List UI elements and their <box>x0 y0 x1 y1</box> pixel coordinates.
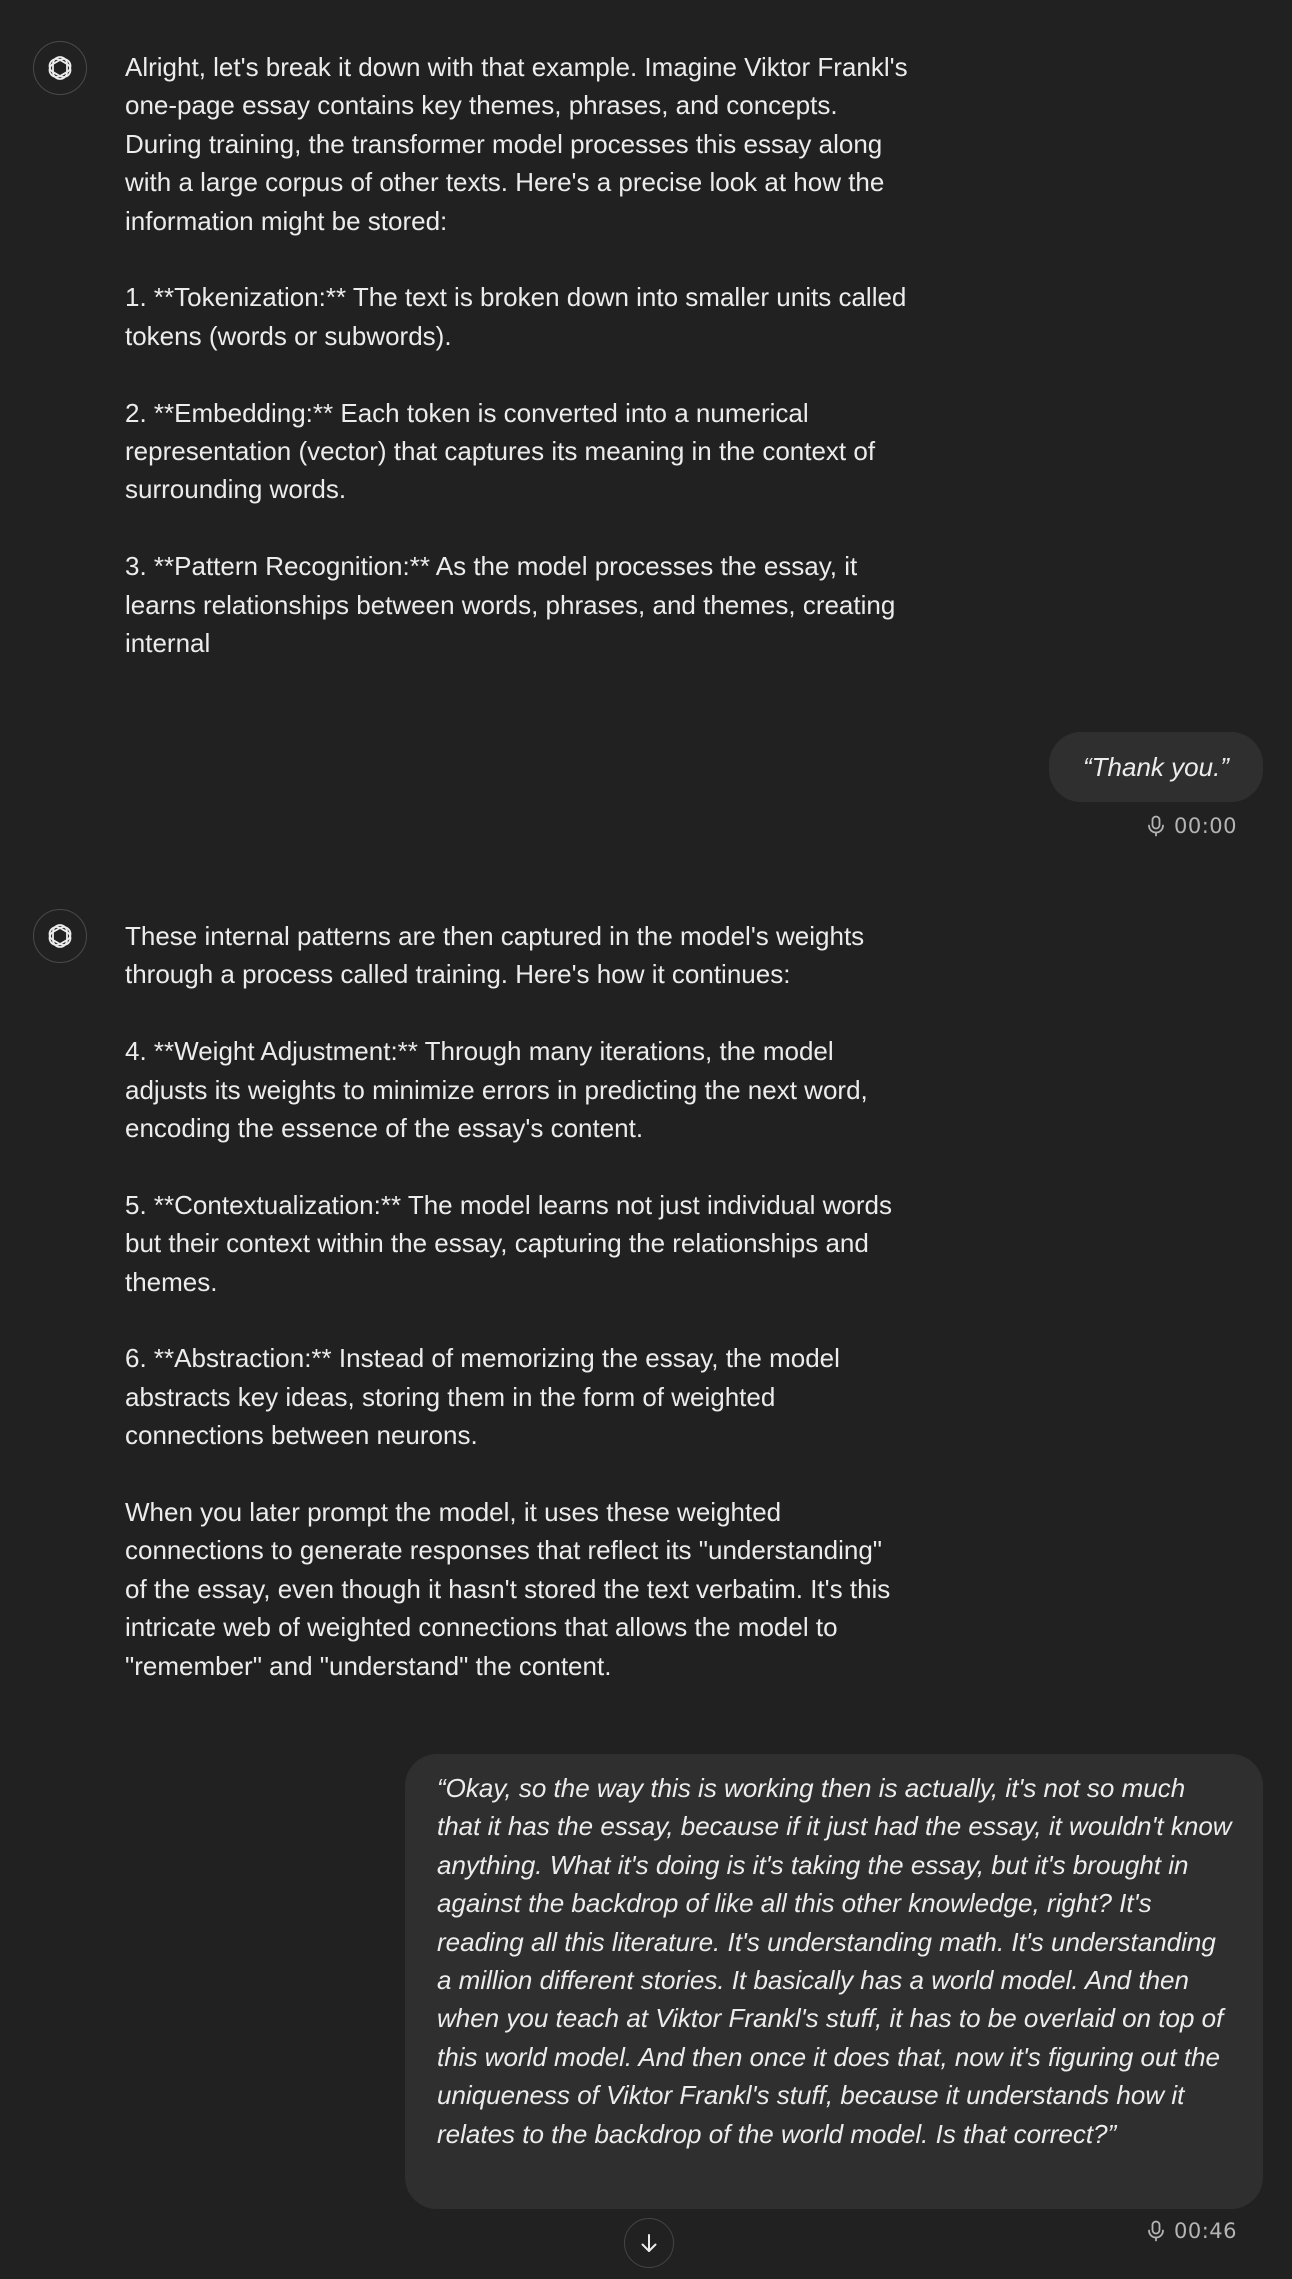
voice-duration-1 <box>1146 814 1237 838</box>
user-voice-message-2: “Okay, so the way this is working then is actually, it's not so much that it has the essay, because if it just had the essay, it wouldn't know anything. What it's doing is it's taking the essay, but it's brought in against the backdrop of like all this other knowledge, right? It's reading all this literature. It's understanding math. It's understanding a million different stories. It basically has a world model. And then when you teach at Viktor Frankl's stuff, it has to be overlaid on top of this world model. And then once it does that, now it's figuring out the uniqueness of Viktor Frankl's stuff, because it understands how it relates to the backdrop of the world model. Is that correct?” <box>405 1754 1263 2209</box>
paragraph-conclusion: When you later prompt the model, it uses these weighted connections to generate responses that reflect its "understanding" of the essay, even though it hasn't stored the text verbatim. It's this intricate web of weighted connections that allows the model to "remember" and "understand" the content. <box>125 1497 891 1681</box>
paragraph-tokenization: 1. **Tokenization:** The text is broken down into smaller units called tokens (words or subwords). <box>125 282 907 351</box>
microphone-icon <box>1146 815 1166 837</box>
assistant-message-text <box>125 917 925 1685</box>
voice-duration-text: 00:00 <box>1173 814 1237 838</box>
paragraph-abstraction: 6. **Abstraction:** Instead of memorizing the essay, the model abstracts key ideas, storing them in the form of weighted connections between neurons. <box>125 1343 840 1451</box>
paragraph-weight-adjustment: 4. **Weight Adjustment:** Through many iterations, the model adjusts its weights to minimize errors in predicting the next word, encoding the essence of the essay's content. <box>125 1036 868 1144</box>
paragraph-intro: These internal patterns are then captured in the model's weights through a process called training. Here's how it continues: <box>125 921 865 990</box>
arrow-down-icon <box>638 2232 660 2254</box>
assistant-message-text <box>125 48 925 662</box>
voice-duration-2 <box>1146 2219 1237 2243</box>
voice-duration-text: 00:46 <box>1173 2219 1237 2243</box>
openai-logo-icon <box>44 920 76 952</box>
paragraph-embedding: 2. **Embedding:** Each token is converted into a numerical representation (vector) that captures its meaning in the context of surrounding words. <box>125 397 876 505</box>
user-voice-message-1: “Thank you.” <box>1049 732 1263 802</box>
paragraph-intro: Alright, let's break it down with that example. Imagine Viktor Frankl's one-page essay contains key themes, phrases, and concepts. During training, the transformer model processes this essay along with a large corpus of other texts. Here's a precise look at how the information might be stored: <box>125 52 908 236</box>
assistant-avatar <box>33 41 87 95</box>
paragraph-contextualization: 5. **Contextualization:** The model learns not just individual words but their context within the essay, capturing the relationships and themes. <box>125 1189 892 1297</box>
paragraph-pattern-recognition: 3. **Pattern Recognition:** As the model processes the essay, it learns relationships between words, phrases, and themes, creating internal <box>125 551 896 659</box>
assistant-avatar <box>33 909 87 963</box>
openai-logo-icon <box>44 52 76 84</box>
microphone-icon <box>1146 2220 1166 2242</box>
scroll-to-bottom-button[interactable] <box>624 2218 674 2268</box>
